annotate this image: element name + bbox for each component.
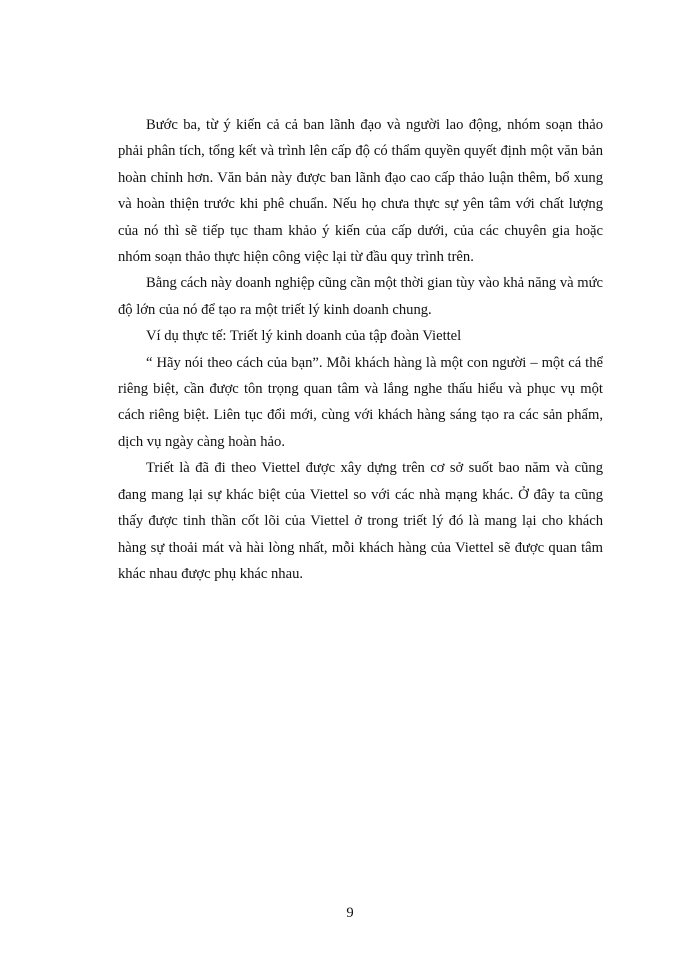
paragraph-time-needed: Bằng cách này doanh nghiệp cũng cần một thời gian tùy vào khả năng và mức độ lớn của nó để tạo ra một triết lý kinh doanh chung. <box>118 275 603 318</box>
page-number: 9 <box>346 905 354 921</box>
paragraph-step-three: Bước ba, từ ý kiến cả cả ban lãnh đạo và người lao động, nhóm soạn thảo phải phân tích, tổng kết và trình lên cấp độ có thẩm quyền quyết định một văn bản hoàn chỉnh hơn. Văn bản này được ban lãnh đạo cao cấp thảo luận thêm, bổ xung và hoàn thiện trước khi phê chuẩn. Nếu họ chưa thực sự yên tâm với chất lượng của nó thì sẽ tiếp tục tham khảo ý kiến của cấp dưới, của các chuyên gia hoặc nhóm soạn thảo thực hiện công việc lại từ đầu quy trình trên. <box>118 117 603 266</box>
paragraph-example-heading: Ví dụ thực tế: Triết lý kinh doanh của tập đoàn Viettel <box>146 328 462 345</box>
paragraph-philosophy: Triết là đã đi theo Viettel được xây dựng trên cơ sở suốt bao năm và cũng đang mang lại sự khác biệt của Viettel so với các nhà mạng khác. Ở đây ta cũng thấy được tinh thần cốt lõi của Viettel ở trong triết lý đó là mang lại cho khách hàng sự thoải mát và hài lòng nhất, mỗi khách hàng của Viettel sẽ được quan tâm khác nhau được phụ khác nhau. <box>118 460 603 582</box>
paragraph-slogan: “ Hãy nói theo cách của bạn”. Mỗi khách hàng là một con người – một cá thể riêng biệt, cần được tôn trọng quan tâm và lắng nghe thấu hiểu và phục vụ một cách riêng biệt. Liên tục đổi mới, cùng với khách hàng sáng tạo ra các sản phẩm, dịch vụ ngày càng hoàn hảo. <box>118 354 603 450</box>
document-body <box>118 112 603 587</box>
